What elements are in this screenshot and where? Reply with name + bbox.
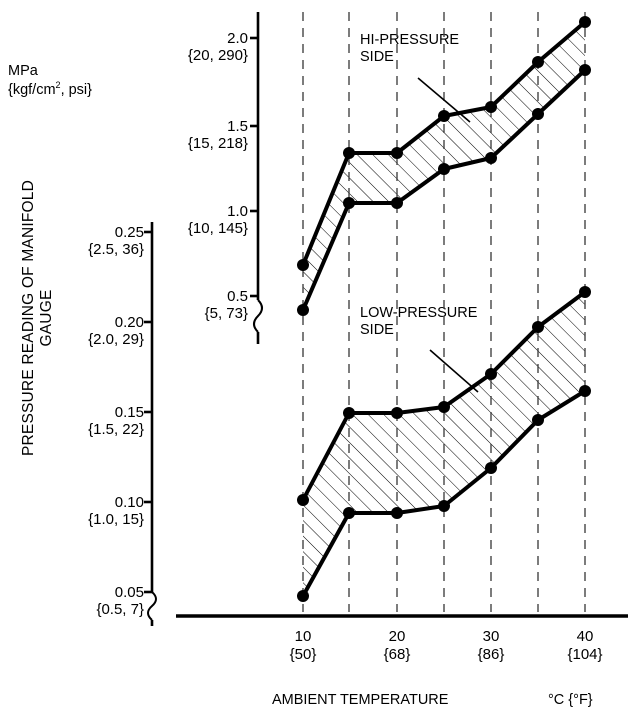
x-tick-c: 30 <box>482 628 500 645</box>
hi-tick-alt: {5, 73} <box>204 305 248 323</box>
x-tick-f: {86} <box>477 646 505 663</box>
lo-pressure-axis <box>148 222 156 626</box>
hi-tick-mpa: 1.5 <box>227 118 248 135</box>
hi-tick-mpa: 2.0 <box>227 30 248 47</box>
lo-tick-alt: {1.5, 22} <box>88 421 144 439</box>
lo-tick-mpa: 0.15 <box>114 404 144 421</box>
hi-tick-mpa: 1.0 <box>227 203 248 220</box>
low-callout-leader <box>430 350 478 392</box>
hi-tick-alt: {20, 290} <box>187 47 248 65</box>
lo-tick-mpa: 0.20 <box>114 314 144 331</box>
hi-pressure-axis <box>254 12 262 344</box>
lo-tick-alt: {1.0, 15} <box>88 511 144 529</box>
hi-tick-mpa: 0.5 <box>227 288 248 305</box>
x-tick-c: 10 <box>294 628 312 645</box>
lo-tick-alt: {2.0, 29} <box>88 331 144 349</box>
lo-tick-alt: {2.5, 36} <box>88 241 144 259</box>
unit-alt-sup: 2 <box>55 80 61 91</box>
hi-callout-line2: SIDE <box>360 49 394 66</box>
x-tick-f: {68} <box>383 646 411 663</box>
unit-alt-suffix: , psi} <box>60 81 92 98</box>
unit-alt-prefix: {kgf/cm <box>8 81 56 98</box>
y-axis-title: PRESSURE READING OF MANIFOLD GAUGE <box>20 179 55 457</box>
lo-tick-mpa: 0.25 <box>114 224 144 241</box>
hi-tick-alt: {10, 145} <box>187 220 248 238</box>
lo-tick-mpa: 0.05 <box>114 584 144 601</box>
x-axis-title: AMBIENT TEMPERATURE <box>272 692 449 708</box>
x-axis-unit: °C {°F} <box>548 692 593 708</box>
x-tick-c: 20 <box>388 628 406 645</box>
lo-tick-mpa: 0.10 <box>114 494 144 511</box>
low-callout-line2: SIDE <box>360 322 394 339</box>
hi-tick-alt: {15, 218} <box>187 135 248 153</box>
hi-callout-line1: HI-PRESSURE <box>360 32 460 48</box>
unit-mpa: MPa <box>8 63 38 79</box>
lo-tick-alt: {0.5, 7} <box>96 601 144 619</box>
x-tick-f: {104} <box>567 646 603 663</box>
x-tick-c: 40 <box>576 628 594 645</box>
x-tick-f: {50} <box>289 646 317 663</box>
low-callout-line1: LOW-PRESSURE <box>360 305 478 321</box>
